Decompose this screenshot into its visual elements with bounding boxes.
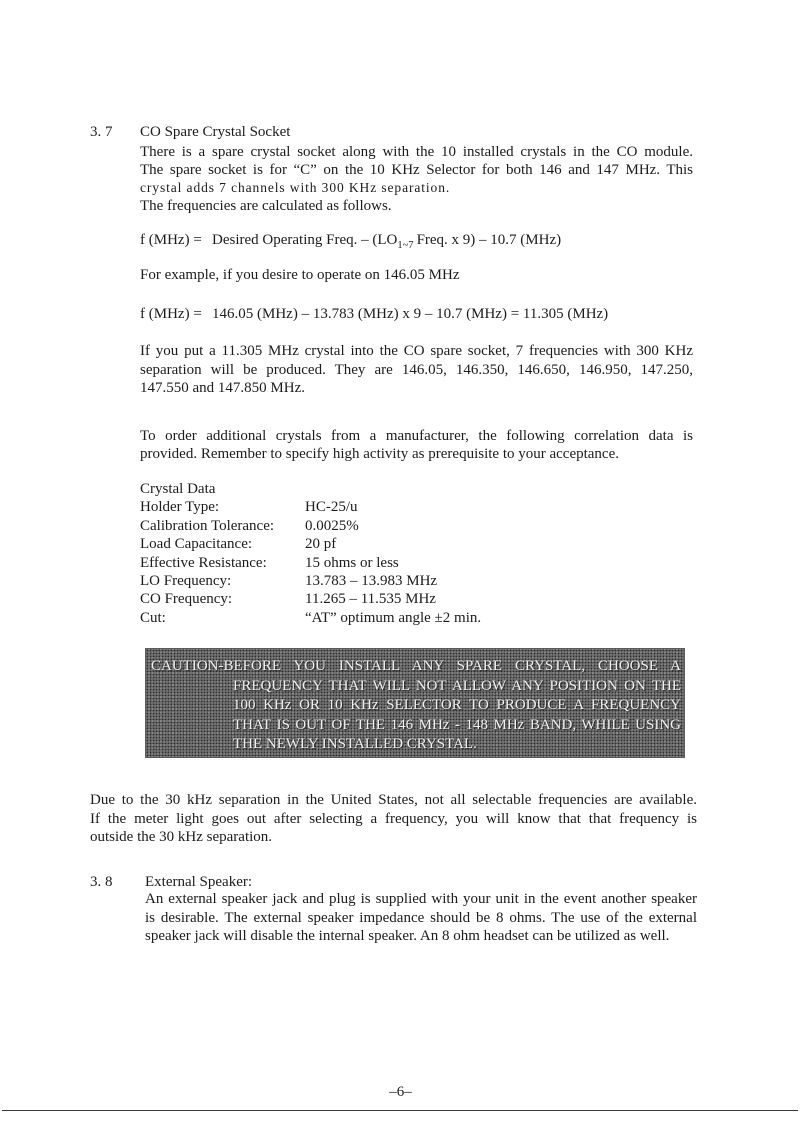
crystal-data-row <box>140 498 560 516</box>
section-number: 3. 7 <box>90 124 113 140</box>
caution-box <box>145 648 685 758</box>
result-paragraph <box>140 342 693 398</box>
caution-line: FREQUENCY THAT WILL NOT ALLOW ANY POSITION ON THE <box>233 677 681 694</box>
external-speaker-paragraph <box>145 890 697 946</box>
crystal-data-row <box>140 554 560 572</box>
formula-rhs-end: Freq. x 9) – 10.7 (MHz) <box>416 232 562 248</box>
crystal-data-label: Holder Type: <box>140 499 220 516</box>
caution-line: 100 KHz OR 10 KHz SELECTOR TO PRODUCE A FREQUENCY <box>233 697 681 713</box>
crystal-data-row <box>140 609 560 627</box>
intro-paragraph <box>140 143 693 215</box>
formula-example <box>140 305 608 323</box>
crystal-data-value: 15 ohms or less <box>305 554 399 571</box>
section-number: 3. 8 <box>90 874 113 890</box>
paragraph-line: 147.550 and 147.850 MHz. <box>140 380 305 396</box>
crystal-data-label: Effective Resistance: <box>140 554 267 571</box>
page-number: –6– <box>389 1084 412 1100</box>
crystal-data-label: LO Frequency: <box>140 572 232 589</box>
caution-line: THAT IS OUT OF THE 146 MHz - 148 MHz BAND, WHILE USING <box>233 716 681 733</box>
crystal-data-label: Calibration Tolerance: <box>140 517 275 534</box>
caution-line: CAUTION-BEFORE YOU INSTALL ANY SPARE CRYSTAL, CHOOSE A <box>151 658 681 674</box>
caution-line: THE NEWLY INSTALLED CRYSTAL. <box>233 736 477 752</box>
crystal-data-value: “AT” optimum angle ±2 min. <box>305 609 482 626</box>
paragraph-line: speaker jack will disable the internal speaker. An 8 ohm headset can be utilized as well. <box>145 928 670 944</box>
order-paragraph <box>140 427 693 463</box>
section-title: External Speaker: <box>145 874 253 890</box>
paragraph-line: If you put a 11.305 MHz crystal into the CO spare socket, 7 frequencies with 300 KHz <box>140 343 693 359</box>
crystal-data-row <box>140 517 560 535</box>
crystal-data-value: 11.265 – 11.535 MHz <box>305 591 436 608</box>
paragraph-line: outside the 30 kHz separation. <box>90 829 273 845</box>
example-intro: For example, if you desire to operate on 146.05 MHz <box>140 267 460 283</box>
formula-rhs-start: Desired Operating Freq. – (LO <box>212 232 398 248</box>
paragraph-line: If the meter light goes out after selecting a frequency, you will know that that frequency is <box>90 810 697 827</box>
formula-subscript: 1~7 <box>397 240 414 251</box>
crystal-data-row <box>140 572 560 590</box>
separation-note-paragraph <box>90 791 697 847</box>
crystal-data-row <box>140 535 560 553</box>
paragraph-line: The spare socket is for “C” on the 10 KHz Selector for both 146 and 147 MHz. This <box>140 162 693 178</box>
paragraph-line: An external speaker jack and plug is supplied with your unit in the event another speaker <box>145 891 697 907</box>
paragraph-line: There is a spare crystal socket along with the 10 installed crystals in the CO module. <box>140 144 693 160</box>
paragraph-line: is desirable. The external speaker impedance should be 8 ohms. The use of the external <box>145 909 697 926</box>
formula-lhs: f (MHz) = <box>140 232 202 248</box>
formula-lhs: f (MHz) = <box>140 306 202 322</box>
paragraph-line: To order additional crystals from a manufacturer, the following correlation data is <box>140 428 693 444</box>
crystal-data-label: Load Capacitance: <box>140 536 253 553</box>
paragraph-line-small: crystal adds 7 channels with 300 KHz separation. <box>140 180 451 195</box>
crystal-data-heading: Crystal Data <box>140 481 216 497</box>
formula-general <box>140 231 561 251</box>
crystal-data-row <box>140 590 560 608</box>
crystal-data-value: 13.783 – 13.983 MHz <box>305 572 438 589</box>
page-bottom-rule <box>2 1110 798 1111</box>
crystal-data-label: CO Frequency: <box>140 591 233 608</box>
crystal-data-value: HC-25/u <box>305 499 358 516</box>
paragraph-line: separation will be produced. They are 146.05, 146.350, 146.650, 146.950, 147.250, <box>140 361 693 378</box>
formula-rhs: 146.05 (MHz) – 13.783 (MHz) x 9 – 10.7 (MHz) = 11.305 (MHz) <box>212 306 609 322</box>
calc-intro-line: The frequencies are calculated as follows. <box>140 198 392 214</box>
crystal-data-value: 0.0025% <box>305 517 359 534</box>
crystal-data-table <box>140 480 560 627</box>
paragraph-line: provided. Remember to specify high activity as prerequisite to your acceptance. <box>140 446 619 462</box>
paragraph-line: Due to the 30 kHz separation in the United States, not all selectable frequencies are available. <box>90 792 697 808</box>
crystal-data-label: Cut: <box>140 609 166 626</box>
section-title: CO Spare Crystal Socket <box>140 124 291 140</box>
crystal-data-value: 20 pf <box>305 536 337 553</box>
